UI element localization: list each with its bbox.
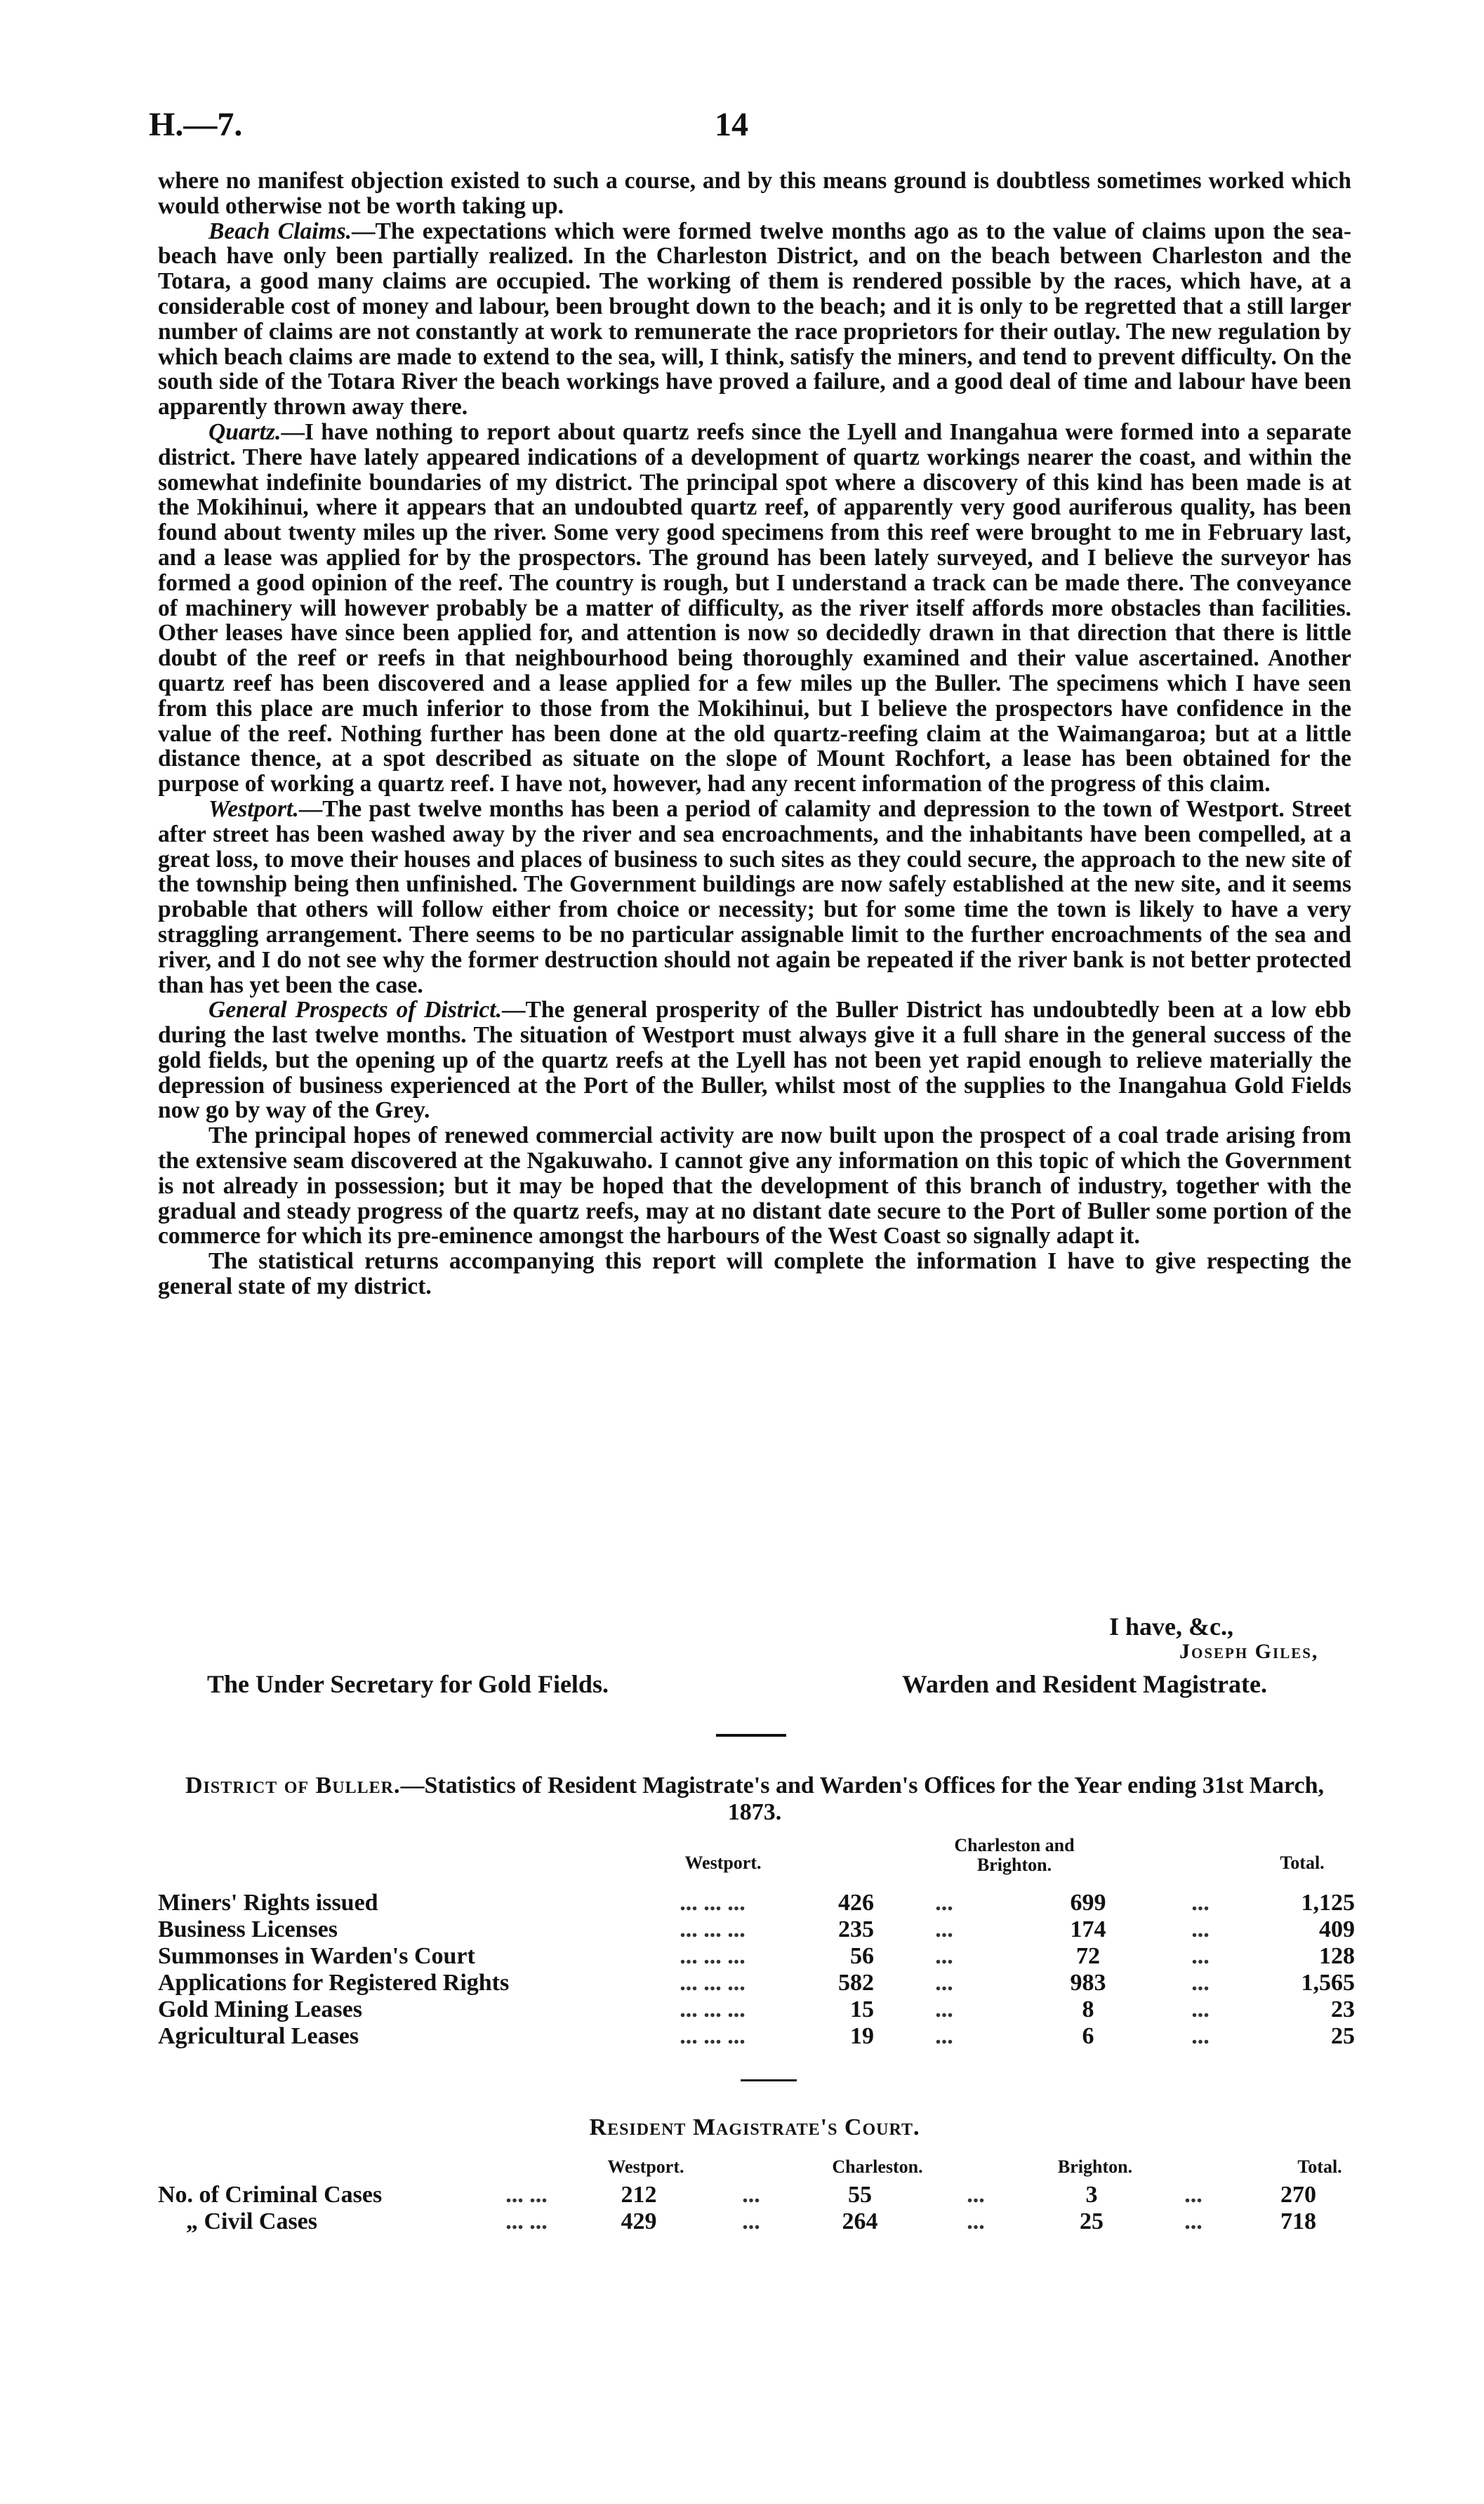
paragraph-westport <box>158 797 1351 998</box>
divider <box>716 1734 786 1737</box>
leader-dots: ... ... ... <box>680 2023 746 2049</box>
col-header-westport: Westport. <box>684 1853 762 1873</box>
row-label: „ Civil Cases <box>186 2208 317 2234</box>
signatory-title: Warden and Resident Magistrate. <box>902 1670 1267 1698</box>
paragraph-beach-claims <box>158 219 1351 420</box>
col-header-charleston-brighton: Charleston and Brighton. <box>954 1835 1075 1875</box>
page-number: 14 <box>715 106 748 143</box>
paragraph-text: —The general prosperity of the Buller District has undoubtedly been at a low ebb during the last twelve months. The situation of Westport must always give it a full share in the general success of the gold fields, but the opening up of the quartz reefs at the Lyell has not been yet rapid enough to relieve materially the depression of business experienced at the Port of the Buller, whilst most of the supplies to the Inangahua Gold Fields now go by way of the Grey. <box>158 997 1351 1124</box>
col-header-charleston: Charleston. <box>832 2157 923 2177</box>
cell-westport: 426 <box>838 1890 874 1916</box>
leader-dots: ... <box>935 2023 953 2049</box>
paragraph-text: —The past twelve months has been a period of calamity and depression to the town of Westport. Street after street has been washed away by the river and sea encroachments, and the inhabitants have been compelled, at a great loss, to move their houses and places of business to such sites as they could secure, the approach to the new site of the township being then unfinished. The Government buildings are now safely established at the new site, and it seems probable that others will follow either from choice or necessity; but for some time the town is likely to have a very straggling arrangement. There seems to be no particular assignable limit to the further encroachments of the sea and river, and I do not see why the former destruction should not again be repeated if the river bank is not better protected than has yet been the case. <box>158 795 1351 998</box>
table-row <box>158 1890 1355 1916</box>
closing: I have, &c., <box>1109 1612 1233 1641</box>
leader-dots: ... <box>935 1916 953 1942</box>
leader-dots: ... ... ... <box>680 1970 746 1996</box>
leader-dots: ... ... ... <box>680 1890 746 1916</box>
cell-charleston: 72 <box>1076 1943 1100 1969</box>
leader-dots: ... <box>742 2182 760 2208</box>
leader-dots: ... ... ... <box>680 1943 746 1969</box>
cell-total: 128 <box>1319 1943 1355 1969</box>
cell-charleston: 8 <box>1082 1996 1094 2022</box>
court-title: Resident Magistrate's Court. <box>589 2114 920 2140</box>
paragraph-text: —I have nothing to report about quartz reefs since the Lyell and Inangahua were formed into a separate district. There have lately appeared indications of a development of quartz workings nearer the coast, and within the somewhat indefinite boundaries of my district. The principal spot where a discovery of this kind has been made is at the Mokihinui, where it appears that an undoubted quartz reef, of apparently very good auriferous quality, has been found about twenty miles up the river. Some very good specimens from this reef were brought to me in February last, and a lease was applied for by the prospectors. The ground has been lately surveyed, and I believe the surveyor has formed a good opinion of the reef. The country is rough, but I understand a track can be made there. The conveyance of machinery will however probably be a matter of difficulty, as the river itself affords more obstacles than facilities. Other leases have since been applied for, and attention is now so decidedly drawn in that direction that there is little doubt of the reef or reefs in that neighbourhood being thoroughly examined and their value ascertained. Another quartz reef has been discovered and a lease applied for a few miles up the Buller. The specimens which I have seen from this place are much inferior to those from the Mokihinui, but I believe the prospectors have confidence in the value of the reef. Nothing further has been done at the old quartz-reefing claim at the Waimangaroa; but at a little distance thence, at a spot described as situate on the slope of Mount Rochfort, a lease has been obtained for the purpose of working a quartz reef. I have not, however, had any recent information of the progress of this claim. <box>158 418 1351 797</box>
cell-westport: 212 <box>621 2182 657 2208</box>
leader-dots: ... ... <box>505 2182 548 2208</box>
leader-dots: ... <box>935 1943 953 1969</box>
row-label: No. of Criminal Cases <box>158 2182 383 2208</box>
leader-dots: ... ... <box>505 2208 548 2234</box>
cell-total: 25 <box>1331 2023 1355 2049</box>
cell-total: 1,565 <box>1301 1970 1355 1996</box>
cell-total: 409 <box>1319 1916 1355 1942</box>
leader-dots: ... <box>967 2208 985 2234</box>
leader-dots: ... ... ... <box>680 1916 746 1942</box>
cell-charleston: 699 <box>1070 1890 1106 1916</box>
cell-charleston: 55 <box>848 2182 872 2208</box>
cell-total: 23 <box>1331 1996 1355 2022</box>
table-row <box>158 1916 1355 1943</box>
divider <box>741 2079 797 2081</box>
leader-dots: ... ... ... <box>680 1996 746 2022</box>
table-row <box>158 1970 1355 1996</box>
leader-dots: ... <box>1191 2023 1210 2049</box>
document-reference: H.—7. <box>149 106 243 143</box>
leader-dots: ... <box>1191 1996 1210 2022</box>
col-header-brighton: Brighton. <box>1057 2157 1133 2177</box>
leader-dots: ... <box>1191 1943 1210 1969</box>
cell-charleston: 6 <box>1082 2023 1094 2049</box>
leader-dots: ... <box>935 1996 953 2022</box>
row-label: Agricultural Leases <box>158 2023 359 2049</box>
col-header-total: Total. <box>1280 1853 1325 1873</box>
cell-westport: 56 <box>850 1943 874 1969</box>
row-label: Miners' Rights issued <box>158 1890 378 1916</box>
col-header-westport: Westport. <box>607 2157 684 2177</box>
stats-title <box>158 1773 1351 1826</box>
leader-dots: ... <box>935 1890 953 1916</box>
cell-brighton: 3 <box>1085 2182 1098 2208</box>
table-row <box>158 2023 1355 2050</box>
paragraph-text: —The expectations which were formed twelve months ago as to the value of claims upon the sea-beach have only been partially realized. In the Charleston District, and on the beach between Charleston and the Totara, a good many claims are occupied. The working of them is rendered possible by the races, which have, at a considerable cost of money and labour, been brought down to the beach; and it is only to be regretted that a still larger number of claims are not constantly at work to remunerate the race proprietors for their outlay. The new regulation by which beach claims are made to extend to the sea, will, I think, satisfy the miners, and tend to prevent difficulty. On the south side of the Totara River the beach workings have proved a failure, and a good deal of time and labour have been apparently thrown away there. <box>158 218 1351 420</box>
leader-dots: ... <box>1184 2182 1203 2208</box>
table-row <box>158 2182 1362 2208</box>
cell-charleston: 174 <box>1070 1916 1106 1942</box>
cell-charleston: 264 <box>842 2208 878 2234</box>
paragraph-quartz <box>158 420 1351 797</box>
leader-dots: ... <box>1184 2208 1203 2234</box>
paragraph: where no manifest objection existed to such a course, and by this means ground is doubtless sometimes worked which would otherwise not be worth taking up. <box>158 168 1351 219</box>
addressee: The Under Secretary for Gold Fields. <box>207 1670 609 1698</box>
col-header-total: Total. <box>1297 2157 1342 2177</box>
report-body <box>158 168 1351 1299</box>
leader-dots: ... <box>1191 1970 1210 1996</box>
signature-block <box>158 1612 1351 1710</box>
leader-dots: ... <box>742 2208 760 2234</box>
table-row <box>158 2208 1362 2235</box>
cell-total: 270 <box>1280 2182 1316 2208</box>
cell-westport: 15 <box>850 1996 874 2022</box>
leader-dots: ... <box>935 1970 953 1996</box>
cell-total: 1,125 <box>1301 1890 1355 1916</box>
section-heading: Beach Claims. <box>208 218 352 244</box>
paragraph-general-prospects <box>158 998 1351 1123</box>
cell-westport: 429 <box>621 2208 657 2234</box>
leader-dots: ... <box>1191 1890 1210 1916</box>
cell-westport: 235 <box>838 1916 874 1942</box>
cell-charleston: 983 <box>1070 1970 1106 1996</box>
district-name: District of Buller. <box>185 1773 401 1798</box>
cell-westport: 19 <box>850 2023 874 2049</box>
court-table <box>158 2182 1362 2235</box>
signatory-name: Joseph Giles, <box>1179 1640 1319 1663</box>
stats-title-text: —Statistics of Resident Magistrate's and Warden's Offices for the Year ending 31st March, 1873. <box>400 1773 1324 1825</box>
section-heading: General Prospects of District. <box>208 997 502 1024</box>
table-row <box>158 1996 1355 2023</box>
row-label: Summonses in Warden's Court <box>158 1943 475 1969</box>
cell-westport: 582 <box>838 1970 874 1996</box>
row-label: Business Licenses <box>158 1916 338 1942</box>
row-label: Gold Mining Leases <box>158 1996 362 2022</box>
paragraph: The principal hopes of renewed commercial activity are now built upon the prospect of a coal trade arising from the extensive seam discovered at the Ngakuwaho. I cannot give any information on this topic of which the Government is not already in possession; but it may be hoped that the development of this branch of industry, together with the gradual and steady progress of the quartz reefs, may at no distant date secure to the Port of Buller some portion of the commerce for which its pre-eminence amongst the harbours of the West Coast so signally adapt it. <box>158 1122 1351 1250</box>
section-heading: Westport. <box>208 795 299 822</box>
paragraph: The statistical returns accompanying this report will complete the information I have to give respecting the general state of my district. <box>158 1248 1351 1300</box>
row-label: Applications for Registered Rights <box>158 1970 510 1996</box>
section-heading: Quartz. <box>208 418 281 445</box>
leader-dots: ... <box>1191 1916 1210 1942</box>
stats-table <box>158 1890 1355 2050</box>
leader-dots: ... <box>967 2182 985 2208</box>
cell-total: 718 <box>1280 2208 1316 2234</box>
table-row <box>158 1943 1355 1970</box>
cell-brighton: 25 <box>1080 2208 1104 2234</box>
